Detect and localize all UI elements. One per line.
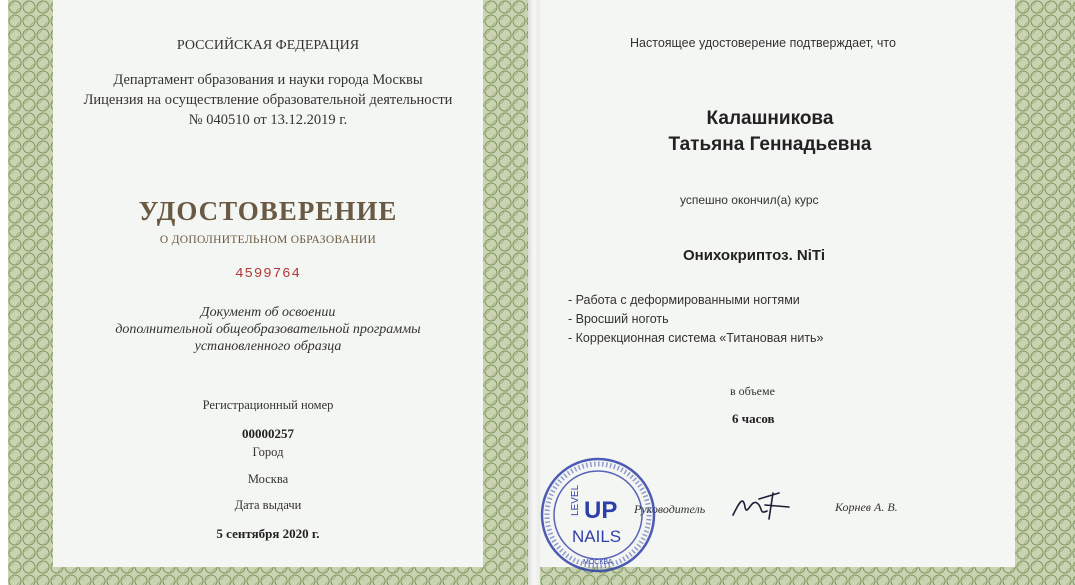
volume-label: в объеме xyxy=(730,384,775,398)
registration-label: Регистрационный номер xyxy=(202,398,334,412)
license-label: Лицензия на осуществление образовательной деятельности xyxy=(83,92,453,108)
stamp-city: МОСКВА xyxy=(583,559,613,566)
topic-item: - Вросший ноготь xyxy=(568,312,669,326)
stamp-up: UP xyxy=(584,497,618,524)
recipient-name: Татьяна Геннадьевна xyxy=(668,134,872,155)
stamp-nails: NAILS xyxy=(572,527,622,546)
organization-stamp xyxy=(539,456,657,574)
completed-label: успешно окончил(а) курс xyxy=(680,193,819,207)
country-label: РОССИЙСКАЯ ФЕДЕРАЦИЯ xyxy=(176,38,360,53)
head-label: Руководитель xyxy=(634,502,706,516)
left-page xyxy=(8,0,528,585)
document-subtitle: О ДОПОЛНИТЕЛЬНОМ ОБРАЗОВАНИИ xyxy=(159,234,377,246)
document-description-3: установленного образца xyxy=(194,339,342,354)
signature xyxy=(729,485,793,525)
document-description-1: Документ об освоении xyxy=(200,305,336,320)
serial-number: 4599764 xyxy=(235,266,301,282)
registration-number: 00000257 xyxy=(242,426,294,441)
topic-item: - Коррекционная система «Титановая нить» xyxy=(568,331,824,345)
city-value: Москва xyxy=(247,472,289,486)
topic-item: - Работа с деформированными ногтями xyxy=(568,293,800,307)
certificate-intro: Настоящее удостоверение подтверждает, что xyxy=(630,36,896,50)
department-label: Департамент образования и науки города Москвы xyxy=(113,72,423,88)
volume-value: 6 часов xyxy=(732,411,775,426)
head-name: Корнев А. В. xyxy=(835,500,898,514)
recipient-surname: Калашникова xyxy=(706,108,834,129)
license-number: № 040510 от 13.12.2019 г. xyxy=(188,112,348,128)
city-label: Город xyxy=(252,445,284,459)
stamp-level: LEVEL xyxy=(570,484,581,516)
issue-date: 5 сентября 2020 г. xyxy=(216,526,320,541)
document-description-2: дополнительной общеобразовательной программы xyxy=(115,322,421,337)
course-title: Онихокриптоз. NiTi xyxy=(683,247,825,264)
issue-date-label: Дата выдачи xyxy=(234,498,302,512)
document-title: УДОСТОВЕРЕНИЕ xyxy=(138,196,398,226)
